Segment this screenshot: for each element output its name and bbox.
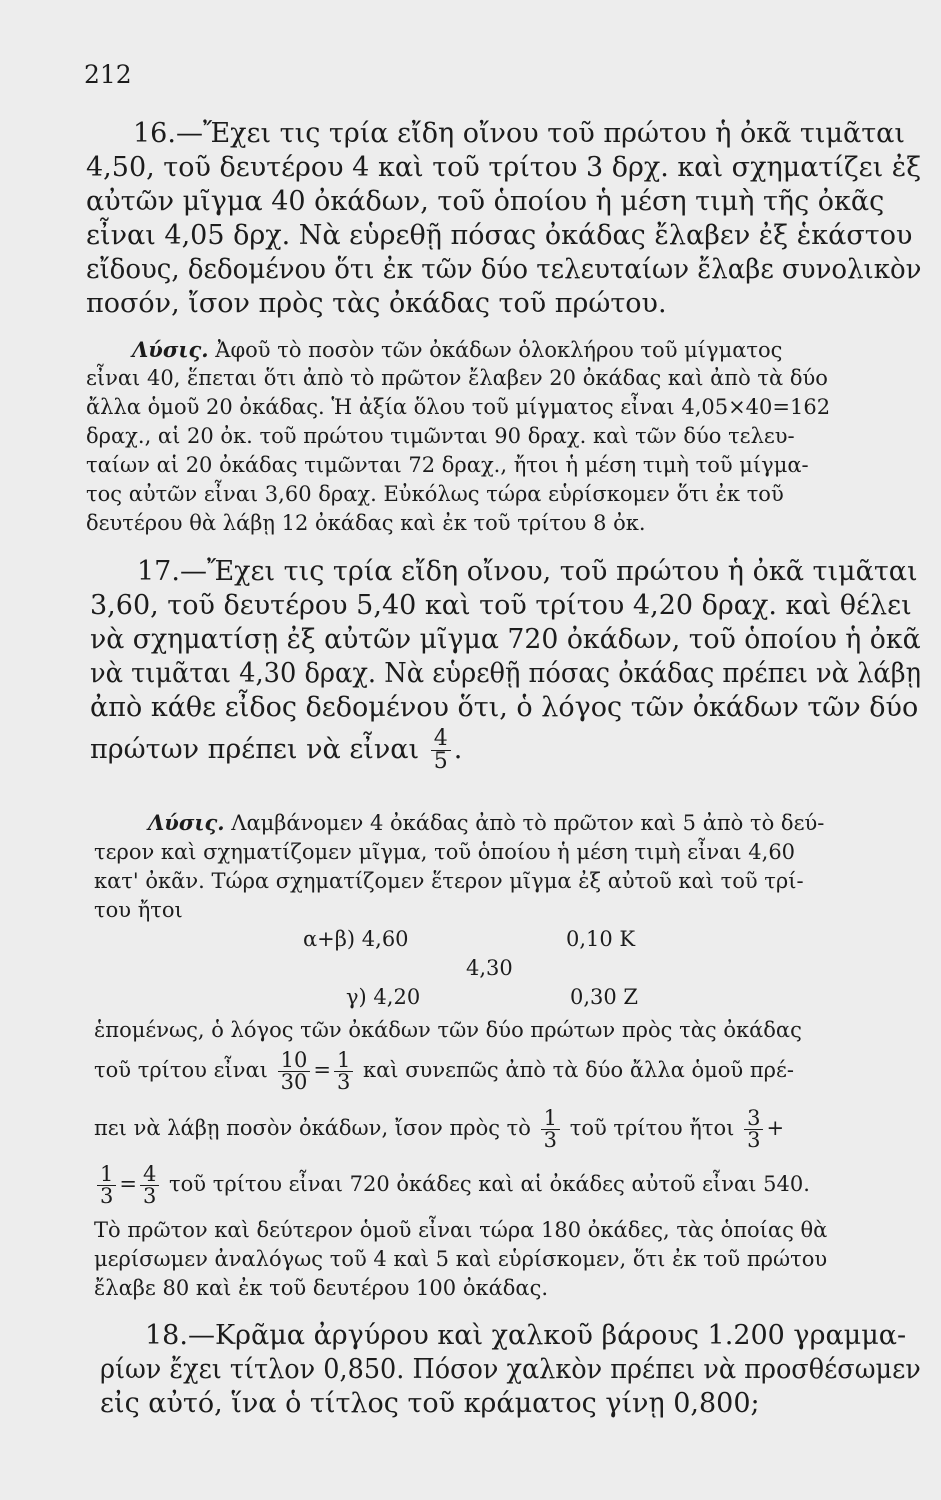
- problem-16-line: εἶναι 4,05 δρχ. Νὰ εὑρεθῇ πόσας ὀκάδας ἔλαβεν ἐξ ἑκάστου: [86, 220, 913, 251]
- equals-sign: =: [313, 1058, 331, 1082]
- fraction-denominator: 3: [336, 1070, 351, 1094]
- page-number: 212: [84, 60, 132, 89]
- solution-17-line: τερον καὶ σχηματίζομεν μῖγμα, τοῦ ὁποίου ἡ μέση τιμὴ εἶναι 4,60: [94, 840, 796, 864]
- problem-16-line: 4,50, τοῦ δευτέρου 4 καὶ τοῦ τρίτου 3 δρχ. καὶ σχηματίζει ἐξ: [86, 152, 922, 183]
- problem-16-line: αὐτῶν μῖγμα 40 ὀκάδων, τοῦ ὁποίου ἡ μέση τιμὴ τῆς ὀκᾶς: [86, 186, 885, 217]
- equals-sign: =: [119, 1172, 137, 1196]
- solution-17-final-line: ἔλαβε 80 καὶ ἐκ τοῦ δευτέρου 100 ὀκάδας.: [94, 1276, 549, 1300]
- solution-17-line: κατ' ὀκᾶν. Τώρα σχηματίζομεν ἕτερον μῖγμα ἐξ αὐτοῦ καὶ τοῦ τρί-: [94, 869, 804, 893]
- problem-17-line: νὰ σχηματίσῃ ἐξ αὐτῶν μῖγμα 720 ὀκάδων, τοῦ ὁποίου ἡ ὀκᾶ: [90, 624, 921, 655]
- equation-text: καὶ συνεπῶς ἀπὸ τὰ δύο ἄλλα ὁμοῦ πρέ-: [363, 1058, 794, 1082]
- solution-17-final-line: Τὸ πρῶτον καὶ δεύτερον ὁμοῦ εἶναι τώρα 180 ὀκάδες, τὰς ὁποίας θὰ: [94, 1218, 828, 1242]
- problem-17-line: νὰ τιμᾶται 4,30 δραχ. Νὰ εὑρεθῇ πόσας ὀκάδας πρέπει νὰ λάβῃ: [90, 658, 921, 689]
- fraction-denominator: 5: [433, 749, 448, 774]
- problem-18-line: 18.—Κρᾶμα ἀργύρου καὶ χαλκοῦ βάρους 1.200 γραμμα-: [145, 1320, 907, 1351]
- plus-sign: +: [766, 1116, 785, 1140]
- fraction-denominator: 3: [142, 1184, 157, 1208]
- equation-text: τοῦ τρίτου εἶναι: [94, 1058, 268, 1082]
- solution-16-line: δραχ., αἱ 20 ὀκ. τοῦ πρώτου τιμῶνται 90 δραχ. καὶ τῶν δύο τελευ-: [86, 424, 795, 448]
- solution-17-line: του ἤτοι: [94, 898, 183, 922]
- solution-16-line: εἶναι 40, ἕπεται ὅτι ἀπὸ τὸ πρῶτον ἔλαβεν 20 ὀκάδας καὶ ἀπὸ τὰ δύο: [86, 366, 828, 390]
- equation-line-1: [94, 1050, 794, 1093]
- fraction: [278, 1050, 311, 1093]
- solution-16-line: ἄλλα ὁμοῦ 20 ὀκάδας. Ἡ ἀξία ὅλου τοῦ μίγματος εἶναι 4,05×40=162: [86, 395, 831, 419]
- problem-16-line: ποσόν, ἴσον πρὸς τὰς ὀκάδας τοῦ πρώτου.: [86, 288, 667, 319]
- ratio-fraction: [431, 728, 451, 773]
- fraction: [541, 1108, 560, 1151]
- fraction-numerator: 1: [541, 1108, 560, 1130]
- fraction: [97, 1164, 116, 1207]
- ratio-text: πρώτων πρέπει νὰ εἶναι: [90, 734, 420, 765]
- solution-text: Ἀφοῦ τὸ ποσὸν τῶν ὀκάδων ὁλοκλήρου τοῦ μίγματος: [215, 338, 783, 362]
- fraction-denominator: 3: [100, 1184, 114, 1208]
- problem-18-line: εἰς αὐτό, ἵνα ὁ τίτλος τοῦ κράματος γίνῃ 0,800;: [100, 1388, 760, 1419]
- fraction-numerator: 4: [431, 728, 451, 751]
- solution-17-final-line: μερίσωμεν ἀναλόγως τοῦ 4 καὶ 5 καὶ εὑρίσκομεν, ὅτι ἐκ τοῦ πρώτου: [94, 1247, 828, 1271]
- problem-17-ratio-line: [90, 728, 462, 773]
- problem-17-line: ἀπὸ κάθε εἶδος δεδομένου ὅτι, ὁ λόγος τῶν ὀκάδων τῶν δύο: [90, 692, 919, 723]
- fraction-numerator: 10: [278, 1050, 311, 1072]
- mixture-table-row1-value: 0,10 Κ: [566, 927, 636, 951]
- fraction: [334, 1050, 353, 1093]
- problem-17-line: 3,60, τοῦ δευτέρου 5,40 καὶ τοῦ τρίτου 4,20 δραχ. καὶ θέλει: [90, 590, 912, 621]
- problem-17-line: 17.—Ἔχει τις τρία εἴδη οἴνου, τοῦ πρώτου ἡ ὀκᾶ τιμᾶται: [137, 556, 918, 587]
- fraction-numerator: 3: [744, 1108, 763, 1130]
- solution-17-line: ἑπομένως, ὁ λόγος τῶν ὀκάδων τῶν δύο πρώτων πρὸς τὰς ὀκάδας: [94, 1018, 802, 1042]
- equation-text: τοῦ τρίτου ἤτοι: [569, 1116, 735, 1140]
- mixture-table-row2-value: 0,30 Ζ: [570, 985, 639, 1009]
- problem-18-line: ρίων ἔχει τίτλον 0,850. Πόσον χαλκὸν πρέπει νὰ προσθέσωμεν: [100, 1354, 921, 1385]
- solution-text: Λαμβάνομεν 4 ὀκάδας ἀπὸ τὸ πρῶτον καὶ 5 ἀπὸ τὸ δεύ-: [231, 811, 825, 835]
- problem-16-line: εἴδους, δεδομένου ὅτι ἐκ τῶν δύο τελευταίων ἔλαβε συνολικὸν: [86, 254, 922, 285]
- fraction: [140, 1164, 159, 1207]
- equation-text: τοῦ τρίτου εἶναι 720 ὀκάδες καὶ αἱ ὀκάδες αὐτοῦ εἶναι 540.: [169, 1172, 810, 1196]
- solution-label: Λύσις.: [148, 810, 225, 835]
- solution-16-line: τος αὐτῶν εἶναι 3,60 δραχ. Εὐκόλως τώρα εὑρίσκομεν ὅτι ἐκ τοῦ: [86, 482, 784, 506]
- equation-line-2: [94, 1108, 784, 1151]
- fraction-denominator: 30: [280, 1070, 308, 1094]
- mixture-table-row1-label: α+β) 4,60: [303, 927, 409, 951]
- problem-16-line: 16.—Ἔχει τις τρία εἴδη οἴνου τοῦ πρώτου ἡ ὀκᾶ τιμᾶται: [133, 118, 905, 149]
- solution-label: Λύσις.: [132, 337, 209, 362]
- solution-16-first-line: [132, 337, 782, 362]
- mixture-table-row2-label: γ) 4,20: [346, 985, 421, 1009]
- fraction-numerator: 1: [334, 1050, 353, 1072]
- fraction-denominator: 3: [747, 1128, 761, 1152]
- fraction-numerator: 4: [140, 1164, 159, 1186]
- solution-17-first-line: [148, 810, 824, 835]
- solution-16-line: δευτέρου θὰ λάβῃ 12 ὀκάδας καὶ ἐκ τοῦ τρίτου 8 ὀκ.: [86, 511, 646, 535]
- ratio-end: .: [453, 734, 463, 765]
- solution-16-line: ταίων αἱ 20 ὀκάδας τιμῶνται 72 δραχ., ἤτοι ἡ μέση τιμὴ τοῦ μίγμα-: [86, 453, 809, 477]
- equation-text: πει νὰ λάβῃ ποσὸν ὀκάδων, ἴσον πρὸς τὸ: [94, 1116, 531, 1140]
- fraction-numerator: 1: [97, 1164, 116, 1186]
- mixture-table-middle: 4,30: [466, 956, 513, 980]
- fraction-denominator: 3: [543, 1128, 558, 1152]
- fraction: [744, 1108, 763, 1151]
- equation-line-3: [94, 1164, 810, 1207]
